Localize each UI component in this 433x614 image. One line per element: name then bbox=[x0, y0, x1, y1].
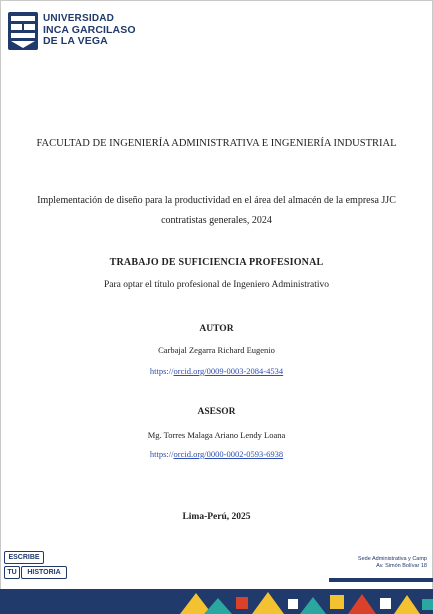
campus-address bbox=[317, 556, 427, 570]
footer-pattern-band bbox=[0, 589, 433, 614]
advisor-orcid-prefix: https:// bbox=[149, 449, 174, 459]
logo-line-1: UNIVERSIDAD bbox=[43, 13, 115, 24]
degree-purpose: Para optar el título profesional de Ingeniero Administrativo bbox=[103, 280, 330, 290]
escribe-tu-historia-badge bbox=[4, 551, 68, 581]
advisor-name: Mg. Torres Malaga Ariano Lendy Loana bbox=[147, 430, 286, 440]
advisor-label: ASESOR bbox=[197, 407, 236, 417]
badge-word-3: HISTORIA bbox=[21, 566, 67, 579]
logo-text bbox=[43, 13, 138, 48]
advisor-orcid-link[interactable] bbox=[30, 449, 403, 459]
thesis-topic: Implementación de diseño para la productividad en el área del almacén de la empresa JJC contratistas generales, 2024 bbox=[37, 195, 396, 226]
author-label: AUTOR bbox=[199, 324, 234, 334]
advisor-orcid-url[interactable]: orcid.org/0000-0002-0593-6938 bbox=[173, 449, 284, 459]
work-type: TRABAJO DE SUFICIENCIA PROFESIONAL bbox=[109, 257, 324, 268]
address-line-2: Av. Simón Bolívar 18 bbox=[376, 563, 427, 569]
logo-emblem-icon bbox=[8, 12, 38, 50]
footer-pattern-icon bbox=[0, 589, 433, 614]
faculty-title: FACULTAD DE INGENIERÍA ADMINISTRATIVA E INGENIERÍA INDUSTRIAL bbox=[36, 138, 397, 149]
author-orcid-url[interactable]: orcid.org/0009-0003-2084-4534 bbox=[173, 366, 284, 376]
logo-line-3: DE LA VEGA bbox=[43, 35, 108, 47]
author-orcid-prefix: https:// bbox=[149, 366, 174, 376]
logo-line-2: INCA GARCILASO bbox=[43, 23, 136, 36]
university-logo bbox=[8, 12, 136, 52]
badge-word-2: TU bbox=[4, 566, 20, 579]
address-divider bbox=[329, 578, 433, 582]
address-line-1: Sede Administrativa y Camp bbox=[357, 556, 427, 562]
place-date: Lima-Perú, 2025 bbox=[182, 512, 251, 522]
author-name: Carbajal Zegarra Richard Eugenio bbox=[158, 345, 275, 355]
author-orcid-link[interactable] bbox=[30, 366, 403, 376]
badge-word-1: ESCRIBE bbox=[4, 551, 44, 564]
